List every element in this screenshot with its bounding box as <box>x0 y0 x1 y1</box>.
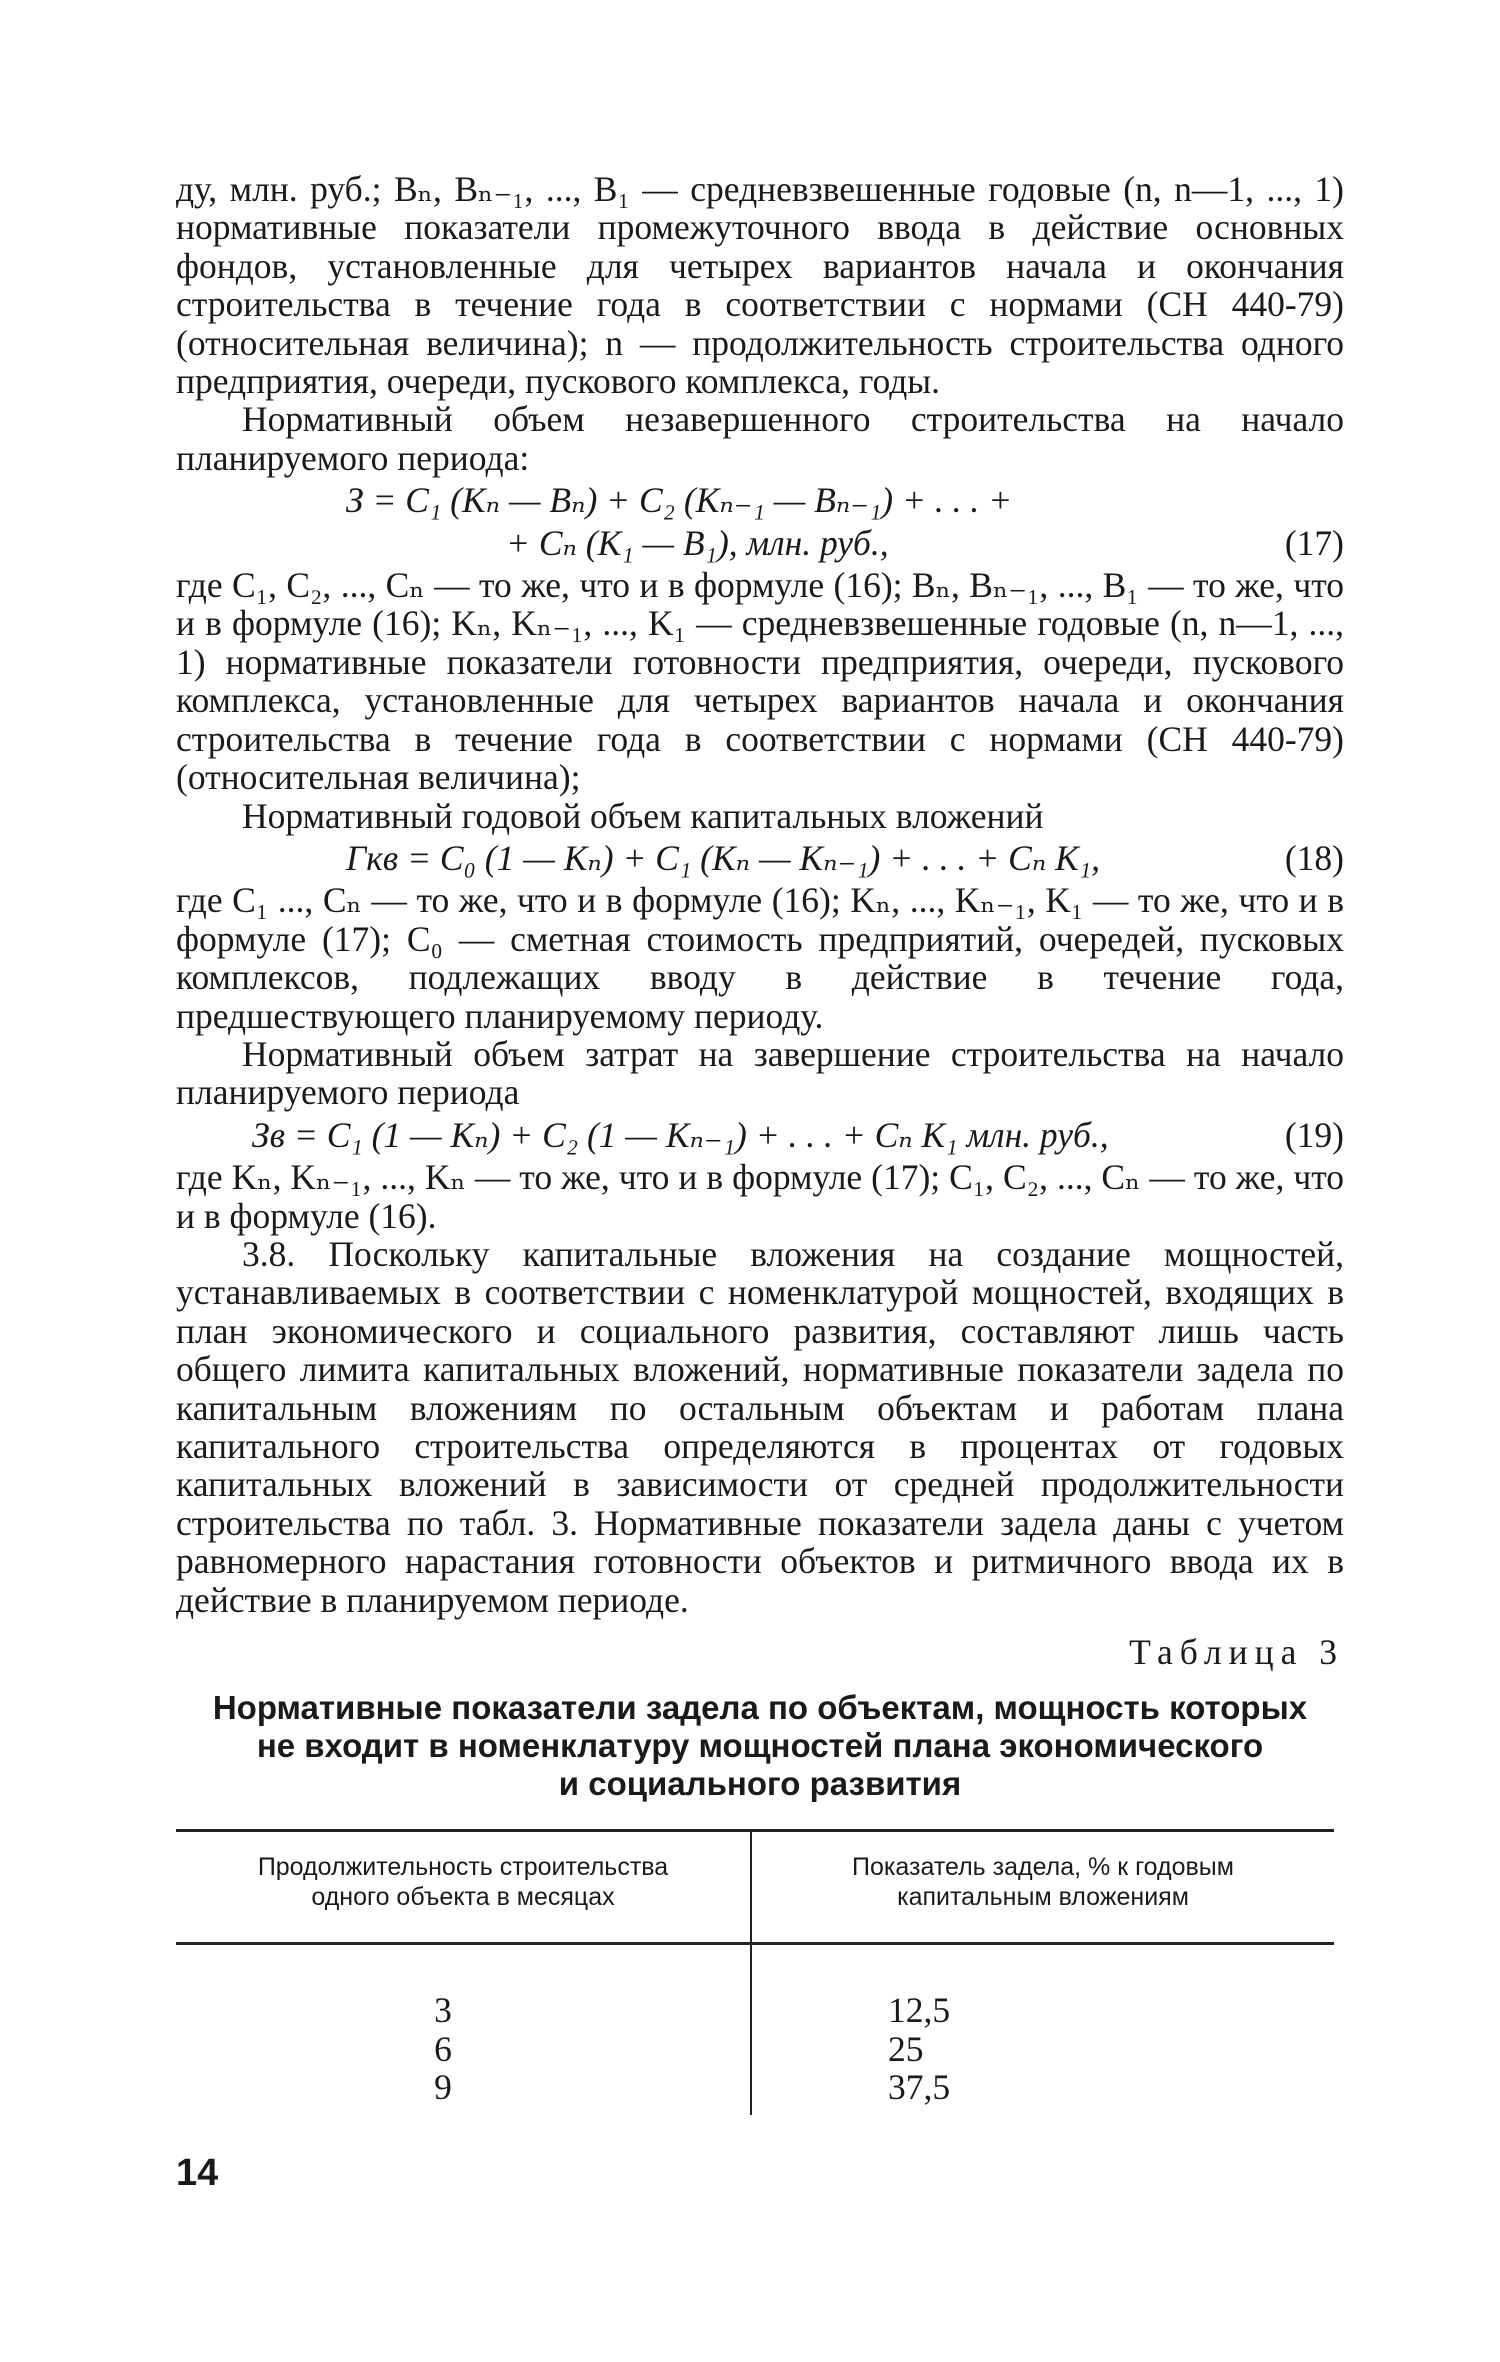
paragraph-formula-18-explanation: где C₁ ..., Cₙ — то же, что и в формуле (16); Kₙ, ..., Kₙ₋₁, K₁ — то же, что и в формуле (17); C₀ — сметная стоимость предприятий, очередей, пусковых комплексов, подлежащих вводу в действие в течение года, предшествующего планируемому периоду. <box>176 880 1344 1036</box>
column-percent <box>752 1945 1334 2115</box>
table-cell-months: 3 <box>434 1990 452 2031</box>
column-months <box>176 1945 752 2115</box>
data-table <box>176 1829 1334 2115</box>
header-duration-line: одного объекта в месяцах <box>311 1883 615 1912</box>
header-indicator-line: Показатель задела, % к годовым <box>852 1853 1234 1882</box>
table-cell-months: 6 <box>434 2028 452 2069</box>
page-number: 14 <box>176 2152 219 2194</box>
paragraph-completion-costs: Нормативный объем затрат на завершение строительства на начало планируемого периода <box>176 1033 1344 1113</box>
page-content <box>176 170 1344 2115</box>
formula-19-number: (19) <box>1284 1114 1344 1155</box>
table-title-line: и социального развития <box>558 1765 962 1803</box>
table-label: Таблица 3 <box>1129 1632 1344 1673</box>
formula-18-number: (18) <box>1284 837 1344 878</box>
formula-17-line1: З = C₁ (Kₙ — Bₙ) + C₂ (Kₙ₋₁ — Bₙ₋₁) + . . . + <box>346 480 1013 521</box>
table-cell-months: 9 <box>434 2067 452 2108</box>
formula-17-line2-text: + Cₙ (K₁ — B₁), млн. руб., <box>506 522 889 563</box>
table-title <box>176 1689 1344 1803</box>
header-indicator-line: капитальным вложениям <box>897 1883 1189 1912</box>
paragraph-formula-17-explanation: где C₁, C₂, ..., Cₙ — то же, что и в формуле (16); Bₙ, Bₙ₋₁, ..., B₁ — то же, что и в формуле (16); Kₙ, Kₙ₋₁, ..., K₁ — средневзвешенные годовые (n, n—1, ..., 1) нормативные показатели готовности предприятия, очереди, пускового комплекса, установленные для четырех вариантов начала и окончания строительства в течение года в соответствии с нормами (СН 440-79) (относительная величина); <box>176 565 1344 798</box>
paragraph-section-3-8: 3.8. Поскольку капитальные вложения на создание мощностей, устанавливаемых в соответствии с номенклатурой мощностей, входящих в план экономического и социального развития, составляют лишь часть общего лимита капитальных вложений, нормативные показатели задела по капитальным вложениям по остальным объектам и работам плана капитального строительства определяются в процентах от годовых капитальных вложений в зависимости от средней продолжительности строительства по табл. 3. Нормативные показатели задела даны с учетом равномерного нарастания готовности объектов и ритмичного ввода их в действие в планируемом периоде. <box>176 1233 1344 1620</box>
formula-18 <box>176 839 1344 877</box>
paragraph-formula-19-explanation: где Kₙ, Kₙ₋₁, ..., Kₙ — то же, что и в формуле (17); C₁, C₂, ..., Cₙ — то же, что и в формуле (16). <box>176 1157 1344 1236</box>
table-title-line: Нормативные показатели задела по объектам, мощность которых <box>212 1689 1308 1727</box>
table-cell-percent: 25 <box>888 2028 924 2069</box>
header-duration <box>176 1832 752 1942</box>
header-indicator <box>752 1832 1334 1942</box>
table-title-line: не входит в номенклатуру мощностей плана экономического <box>256 1727 1264 1765</box>
formula-19 <box>176 1116 1344 1154</box>
table-cell-percent: 12,5 <box>888 1990 951 2031</box>
header-duration-line: Продолжительность строительства <box>257 1853 669 1882</box>
table-cell-percent: 37,5 <box>888 2067 951 2108</box>
table-header-row <box>176 1832 1334 1945</box>
paragraph-variables-definition: ду, млн. руб.; Bₙ, Bₙ₋₁, ..., B₁ — средневзвешенные годовые (n, n—1, ..., 1) нормативные показатели промежуточного ввода в действие основных фондов, установленные для четырех вариантов начала и окончания строительства в течение года в соответствии с нормами (СН 440-79) (относительная величина); n — продолжительность строительства одного предприятия, очереди, пускового комплекса, годы. <box>176 169 1344 402</box>
formula-17-line2 <box>176 524 1344 562</box>
table-body <box>176 1945 1334 2115</box>
paragraph-unfinished-construction: Нормативный объем незавершенного строительства на начало планируемого периода: <box>176 399 1344 478</box>
formula-19-text: Зв = C₁ (1 — Kₙ) + C₂ (1 — Kₙ₋₁) + . . . + Cₙ K₁ млн. руб., <box>252 1114 1109 1155</box>
formula-17-number: (17) <box>1284 522 1344 563</box>
formula-18-text: Гкв = C₀ (1 — Kₙ) + C₁ (Kₙ — Kₙ₋₁) + . . . + Cₙ K₁, <box>346 837 1100 878</box>
paragraph-annual-investment: Нормативный годовой объем капитальных вложений <box>242 795 1044 836</box>
